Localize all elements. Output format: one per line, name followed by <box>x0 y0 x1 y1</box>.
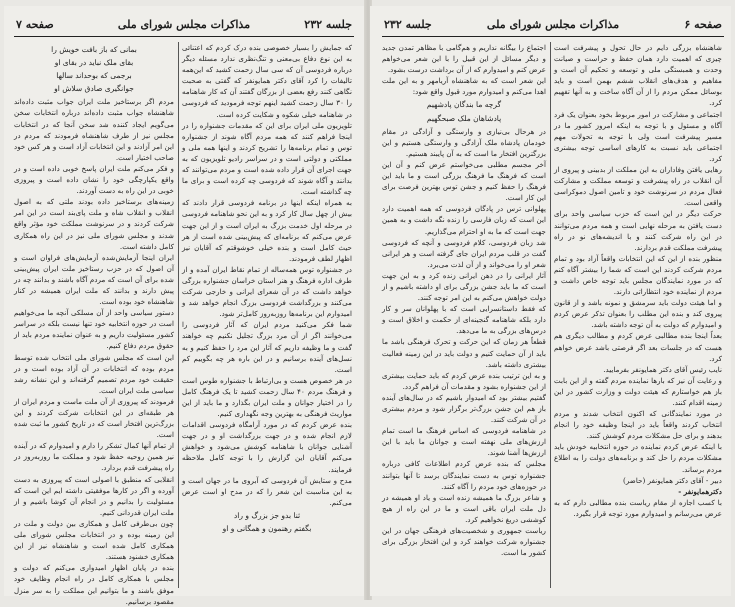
paragraph: که فقط داستانسرایی است که با پهلوانان سر و کار دارد بلکه شاهنامه گنجینه‌ای از حکمت و اخلاق است و درس‌های بزرگی به ما می‌دهد. <box>382 304 546 336</box>
paragraph: در هر خصوص هست و بی‌ارتباط با جشنواره طوس است و فرهنگ مردم ۴۰ سال زحمت کشید تا یک فرهنگ کامل را در اختیار جوانان و ملت ایران بگذارد و ما باید از این مواریث فرهنگی به بهترین وجه نگهداری کنیم. <box>182 375 352 419</box>
paragraph: بنده عرض کردم که در مورد آرامگاه فردوسی اقدامات لازم انجام شده و در جهت بزرگداشت او و در جهت آشنایی جوانان با شاهنامه کوشش می‌شود و خواهش می‌کنم آقایان این گزارش را با توجه کامل ملاحظه فرمایند. <box>182 420 352 474</box>
paragraph: مدح و ستایش آن فردوسی که آبروی ما در جهان است و به این مناسبت این شعر را که در مدح او است عرض می‌کنم. <box>182 475 352 507</box>
paragraph: اجتماعی و مشارکت در امور مربوط بخود بعنوان یک فرد آگاه و مسئول و با توجه به اینکه امروز کشور ما در مسیر پیشرفت است ولی با توجه به تحولات مهم اجتماعی باید نسبت به کارهای اساسی توجه بیشتری کرد. <box>554 109 722 163</box>
poem-verse: برجمی که بوحداند سالها <box>56 71 132 81</box>
right-page-left-column <box>382 42 546 590</box>
paragraph: از تمام آنها کمال تشکر را دارم و امیدوارم که در آینده نیز همین روحیه حفظ شود و مملکت ما روزبه‌روز در راه پیشرفت قدم بردارد. <box>14 441 174 473</box>
right-page-header <box>382 14 724 37</box>
paragraph: انقلابی که منطبق با اصولی است که پیروزی به دست آورده و اگر در کارها موفقیتی داشته ایم این است که مسئولیت را بدانیم و در انجام آن کوشا باشیم و از ملت ایران قدردانی کنیم. <box>14 474 174 517</box>
paragraph: رهایی یافتن وفاداران به این مملکت از بدبینی و پیروی از آن انقلاب در راه پیشرفت و توسعه مملکت و مشارکت فعال مردم در سرنوشت خود و تامین اصول دموکراسی واقعی است. <box>554 165 722 208</box>
paragraph: و شاعر بزرگ ما همیشه زنده است و یاد او همیشه در دل ملت ایران باقی است و ما در این راه از هیچ کوششی دریغ نخواهیم کرد. <box>382 492 546 524</box>
paragraph: به همراه اینکه اینها در برنامه فردوسی قرار دادند که بیش از چهل سال کار کرد و به این نحو شاهنامه فردوسی در مرحله اول خدمت بزرگ به ایران است و از این جهت عرض می‌کنم که برنامه‌ای که پیش‌بینی شده است از هر حیث کامل است و بنده خیلی خوشوقتم که آقایان نیز اظهار لطف فرمودند. <box>182 198 352 263</box>
paragraph: شما فکر می‌کنید مردم ایران که آثار فردوسی را می‌خوانند اگر از آن مرد بزرگ تجلیل نکنیم چه خواهند گفت و ما وظیفه داریم که آثار این مرد را حفظ کنیم و به نسل‌های آینده برسانیم و در این باره هر چه بگوییم کم است. <box>182 320 352 374</box>
paragraph: شاهنشاه بزرگی دایم در حال تحول و پیشرفت است چیزی که اهمیت دارد همان حفظ و حراست و صیانت وحدت و همبستگی ملی و توسعه و تحکیم آن است و مفاهیم و هدف‌های انقلاب ششم بهمن است و باید بوسائل ممکن مردم را از آن آگاه ساخت و به آنها تفهیم کرد. <box>554 43 722 108</box>
left-page <box>4 6 366 606</box>
paragraph: مردم اگر برستاخیز ملت ایران جواب مثبت داده‌اند شاهنشاه جواب مثبت داده‌اند درباره انتخابات سخن می‌گویم ایجاد کننده شد سخن آنجا که در انتخابات مجلس نیز از طرف شاهنشاه فرمودند که مردم در این امر آزادند و این انتخابات آزاد است و هر کس خود صاحب اختیار است. <box>14 97 174 162</box>
paragraph: در مورد نمایندگانی که اکنون انتخاب شدند و مردم انتخاب کردند واقعاً باید در اینجا وظیفه خود را انجام بدهند و برای حل مشکلات مردم کوشش کنند. <box>554 409 722 441</box>
left-session-label: جلسه ۲۳۲ <box>304 18 352 31</box>
poem-verse: ثنا بدو جز بزرگ و راد <box>233 510 301 520</box>
paragraph: قطعاً هر زمان که این حرکت و تحرک فرهنگی باشد ما باید از آن حمایت کنیم و دولت باید در این زمینه فعالیت بیشتری داشته باشد. <box>382 337 546 369</box>
paragraph: و فکر می‌کنم ملت ایران پاسخ خوبی داده است و در واقع یکپارچگی خود را نشان داده است و پیروزی خوبی در این راه به دست آوردند. <box>14 163 174 196</box>
paragraph: نایب رئیس آقای دکتر همایونفر بفرمایید. <box>603 364 722 374</box>
speaker-name: دکترهمایونفر - <box>678 486 722 496</box>
paragraph: با کسب اجازه از مقام ریاست بنده مطالبی دارم که به عرض می‌رسانم و امیدوارم مورد توجه قرار بگیرد. <box>554 497 722 518</box>
paragraph: در هرحال بی‌نیازی و وارستگی و آزادگی در مقام خودمان پادشاه ملک آزادگی و وارستگی هستیم و این بزرگترین افتخار ما است که به آن پایبند هستیم. <box>382 126 546 158</box>
left-page-number: صفحه ۷ <box>16 18 54 31</box>
right-session-label: جلسه ۲۳۲ <box>384 18 432 31</box>
paragraph: ایران اینجا آزمایش‌شده آزمایش‌های فراوان است و آن اصول که در حزب رستاخیز ملت ایران پیش‌بینی شده برای آن است که مردم آگاه باشند و بدانند چه در پیش دارند و بدانند که ملت ایران همیشه در کنار شاهنشاه خود بوده است. <box>14 252 174 307</box>
paragraph: تلویزیون ملی ایران برای این که مقدمات جشنواره را در اینجا فراهم کنند که همه مردم آگاه شوند از جشنواره توس و تمام برنامه‌ها را تشریح کردند و اینها همه ملی و مملکتی و دولتی است و در سراسر رادیو تلویزیون که به جهت اجرای آن قرار داده شده است و مردم می‌توانند که بدانند و آگاه شوند که فردوسی چه کرده است و برای ما چه گذاشته است. <box>182 120 352 197</box>
paragraph: که جمایش را بسیار خصوصی بنده درک کردم که اعتنائی به این نوع دفاع بی‌معنی و تنگ‌نظری ندارد مسئله دیگر درباره فردوسی آن که سی سال زحمت کشید که این‌همه تالیفات را کرد آقای دکتر همایونفر که گفتی به صحبت نگاهی کنند رفع بعضی از بزرگان گفتند آن که کار شاهنامه را ۳۰ سال زحمت کشید اینهم توجه فرمودید که فردوسی در شاهنامه خیلی شکوه و شکایت کرده است. <box>182 43 352 119</box>
right-journal-title: مذاکرات مجلس شورای ملی <box>486 18 620 31</box>
paragraph: اجتماع را بیگانه نداریم و هم‌گامی با مظاهر تمدن جدید و دیگر مسائل از این قبیل را با این شعر می‌خواهم عرض کنم و امیدوارم که از آن برداشت درست بشود. <box>382 43 546 75</box>
left-page-header <box>14 14 354 37</box>
paragraph: شد زبان فردوسی، کلام فردوسی و آنچه که فردوسی گفت در قلب مردم ایران جای گرفته است و هر ایرانی شعر او را می‌خواند و از آن لذت می‌برد. <box>382 237 546 269</box>
column-divider <box>178 42 179 588</box>
paragraph: و به این ترتیب بنده عرض کردم که باید حمایت بیشتری از این جشنواره بشود و مقدمات آن فراهم گردد. <box>382 370 546 391</box>
right-page <box>370 6 731 596</box>
poem-verse: گرچه ما بندگان پادشهیم <box>426 100 502 110</box>
poem-verse: بگفتم رهنمون و همگانی و او <box>222 524 312 534</box>
paragraph: پهلوانی ترس در پادگان فردوسی که همه اهمیت دارد این است که زبان فارسی را زنده نگه داشت و به همین جهت است که ما به او احترام می‌گذاریم. <box>382 204 546 236</box>
paragraph: ریاست جمهوری و شخصیت‌های فرهنگی جهان در این جشنواره شرکت خواهند کرد و این افتخار بزرگی برای کشور ما است. <box>382 526 546 558</box>
paragraph: فرمودند که پیروزی از آن ملت ماست و مردم ایران از هر طبقه‌ای در این انتخابات شرکت کردند و این بزرگ‌ترین افتخار است که در تاریخ کشور ما ثبت شده است. <box>14 396 174 440</box>
paragraph: دستور سیاسی واحد از آن مسلکی آنچه ما می‌خواهیم است در حوزه انتخابیه خود تنها نیست بلکه در سراسر کشور مسئولیت داریم و به عنوان نماینده مردم باید از حقوق مردم دفاع کنیم. <box>14 308 174 351</box>
paragraph: بنده در پایان اظهار امیدواری می‌کنم که دولت و مجلس با همکاری کامل در راه انجام وظایف خود موفق باشند و ما بتوانیم این مملکت را به سر منزل مقصود برسانیم. <box>14 563 174 606</box>
paragraph: این است که مجلس شورای ملی انتخاب شده توسط مردم بوده که انتخابات در آن آزاد بوده است و در حقیقت خود مردم تصمیم گرفته‌اند و این نشانه رشد سیاسی ملت ایران است. <box>14 352 174 395</box>
paragraph: دبیر - آقای دکتر همایونفر (حاضر) <box>623 475 722 485</box>
poem-verse: بمانی که باز بافت خویش را <box>51 45 137 54</box>
column-divider <box>550 42 551 588</box>
paragraph: گفتیم بیشتر بود که امیدوار باشیم که در سال‌های آینده باز هم این جشن بزرگ‌تر برگزار شود و مردم بیشتری در آن شرکت کنند. <box>382 392 546 425</box>
poem-verse: جوانگیری صادق سلاش او <box>54 84 134 94</box>
paragraph: و رعایت آن نیز که بارها نماینده مردم گفته و از این بابت باز هم خواستارم که هیئت دولت و وزارت کشور در این زمینه اقدام کنند. <box>554 375 722 407</box>
right-page-number: صفحه ۶ <box>684 18 722 31</box>
left-page-left-column <box>14 42 174 606</box>
poem-verse: بقای ملک نباید در بقای او <box>54 58 134 68</box>
paragraph: با اینکه عرض کردم نماینده در حوزه انتخابیه خودش باید مشکلات مردم را حل کند و برنامه‌های دولت را به اطلاع مردم برساند. <box>554 442 722 474</box>
paragraph: این شعر است که به شاهنشاه آریامهر و به این ملت اهدا می‌کنم و امیدوارم مورد قبول واقع شود: <box>382 76 546 97</box>
paragraph: در شاهنامه فردوسی که اساس فرهنگ ما است تمام ارزش‌های ملی نهفته است و جوانان ما باید با این ارزش‌ها آشنا شوند. <box>382 426 546 458</box>
paragraph: چون بی‌طرفی کامل و همکاری بین دولت و ملت در این زمینه بوده و در انتخابات مجلس شورای ملی همکاری کامل شده است و شاهنشاه نیز از این همکاری خشنود هستند. <box>14 518 174 562</box>
paragraph: زمینه‌های برستاخیز داده بودند ملتی که به اصول انقلاب و انقلاب شاه و ملت پای‌بند است در این امر شرکت کردند و در سرنوشت مملکت خود مؤثر واقع شدند و مجلس شورای ملی نیز در این راه همکاری کامل داشته است. <box>14 197 174 251</box>
paragraph: مجلس که بنده عرض کردم اطلاعات کافی درباره جشنواره توس به دست نمایندگان برسد تا آنها بتوانند در حوزه‌های خود مردم را آگاه کنند. <box>382 459 546 491</box>
paragraph: منظور بنده از این که این انتخابات واقعاً آزاد بود و تمام مردم شرکت کردند این است که شما را بیشتر آگاه کنم که در مورد نمایندگان مجلس باید توجه خاص داشت و مردم از نماینده خود انتظاراتی دارند. <box>554 253 722 297</box>
paragraph: آثار ایرانی را در ذهن ایرانی زنده کرد و به این جهت است که ما باید جشن بزرگی برای او داشته باشیم و از دولت خواهش می‌کنم به این امر توجه کنند. <box>382 270 546 303</box>
paragraph: و اما هیئت دولت باید سرمشق و نمونه باشد و از قانون پیروی کند و بنده این مطلب را بعنوان تذکر عرض کردم و امیدوارم که دولت به آن توجه داشته باشد. <box>554 298 722 330</box>
paragraph: بعداً اینجا بنده مطالبی عرض کردم و مطالب دیگری هم هست که در جلسات بعد اگر فرصتی باشد عرض خواهم کرد. <box>554 331 722 363</box>
left-journal-title: مذاکرات مجلس شورای ملی <box>117 18 251 31</box>
right-page-right-column <box>554 42 722 590</box>
poem-verse: پادشاهان ملک صبحگهیم <box>426 113 502 123</box>
left-page-right-column <box>182 42 352 590</box>
paragraph: در جشنواره توس همه‌ساله از تمام نقاط ایران آمده و از طرف اداره فرهنگ و هنر استان خراسان جشنواره بزرگی خواهد داشت که در آن شعرای ایرانی و خارجی شرکت می‌کنند و بزرگداشت فردوسی بزرگ انجام خواهد شد و امیدوارم این برنامه‌ها روزبه‌روز کامل‌تر شود. <box>182 264 352 319</box>
paragraph: حرکت دیگر در این است که حزب سیاسی واحد برای دست یافتن به مرحله نهایی است و همه مردم می‌توانند در این راه شرکت کنند و با اندیشه‌های نو در راه پیشرفت مملکت قدم بردارند. <box>554 209 722 252</box>
paragraph: آخر مجسم مطلبی می‌خواستم عرض کنم و آن این است که فرهنگ ما فرهنگ بزرگی است و ما باید این فرهنگ را حفظ کنیم و جشن توس بهترین فرصت برای این کار است. <box>382 159 546 203</box>
